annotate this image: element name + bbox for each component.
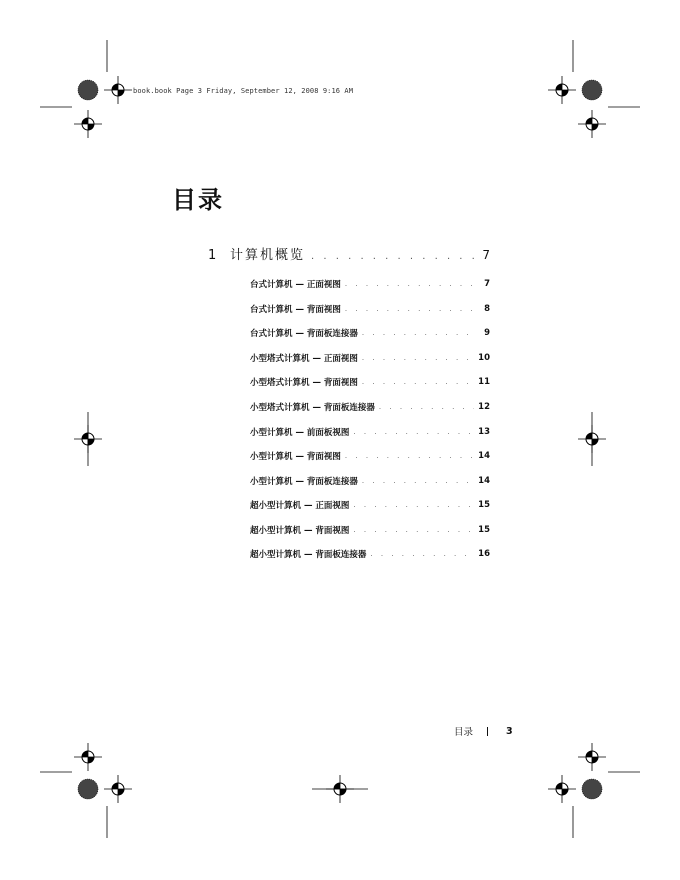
toc-chapter-entry[interactable]: [208, 244, 490, 262]
dot-leader: [370, 550, 474, 558]
toc-entry-title: 超小型计算机 — 背面视图: [250, 525, 350, 536]
toc-entry-title: 台式计算机 — 背面视图: [250, 304, 341, 315]
dot-leader: [353, 428, 474, 436]
page-title: 目录: [172, 186, 224, 214]
toc-entry[interactable]: [250, 468, 490, 493]
toc-list: [250, 272, 490, 567]
toc-entry[interactable]: [250, 517, 490, 542]
toc-entry[interactable]: [250, 542, 490, 567]
toc-entry-title: 小型塔式计算机 — 正面视图: [250, 353, 358, 364]
toc-entry[interactable]: [250, 493, 490, 518]
chapter-number: 1: [208, 248, 217, 263]
toc-entry-title: 小型计算机 — 背面视图: [250, 452, 341, 463]
toc-entry-page: 15: [478, 524, 490, 535]
toc-entry-page: 11: [478, 377, 490, 388]
toc-entry-page: 12: [478, 402, 490, 412]
dot-leader: [311, 251, 476, 262]
toc-entry-title: 台式计算机 — 正面视图: [250, 280, 341, 291]
toc-entry-title: 超小型计算机 — 背面板连接器: [250, 550, 367, 561]
toc-entry-page: 9: [484, 328, 490, 339]
toc-entry[interactable]: [250, 297, 490, 322]
chapter-title: 计算机概览: [230, 248, 306, 263]
toc-entry[interactable]: [250, 395, 490, 420]
toc-entry-page: 13: [478, 426, 490, 437]
toc-entry-title: 超小型计算机 — 正面视图: [250, 501, 350, 512]
footer-divider: [487, 727, 488, 736]
toc-entry-page: 14: [478, 451, 490, 462]
toc-entry-page: 8: [484, 303, 490, 314]
toc-entry-page: 10: [478, 352, 490, 363]
toc-entry-title: 小型塔式计算机 — 背面板连接器: [250, 403, 375, 413]
dot-leader: [362, 477, 474, 485]
page-number: 3: [506, 725, 513, 737]
toc-entry-page: 15: [478, 500, 490, 511]
dot-leader: [345, 452, 474, 460]
toc-entry[interactable]: [250, 370, 490, 395]
toc-entry-title: 台式计算机 — 背面板连接器: [250, 329, 358, 340]
toc-entry-page: 16: [478, 549, 490, 560]
toc-entry-title: 小型计算机 — 前面板视图: [250, 427, 350, 438]
toc-entry[interactable]: [250, 272, 490, 297]
dot-leader: [362, 329, 474, 337]
toc-entry-title: 小型计算机 — 背面板连接器: [250, 476, 358, 487]
print-header: book.book Page 3 Friday, September 12, 2008 9:16 AM: [133, 87, 354, 95]
footer-section-label: 目录: [454, 727, 474, 738]
toc-entry-title: 小型塔式计算机 — 背面视图: [250, 378, 358, 389]
dot-leader: [362, 354, 474, 362]
toc-entry-page: 14: [478, 475, 490, 486]
dot-leader: [345, 305, 474, 313]
page-footer: [454, 724, 513, 738]
dot-leader: [379, 403, 474, 411]
toc-entry-page: 7: [484, 279, 490, 290]
dot-leader: [353, 526, 474, 534]
dot-leader: [362, 378, 474, 386]
chapter-page: 7: [482, 248, 490, 262]
toc-entry[interactable]: [250, 444, 490, 469]
toc-entry[interactable]: [250, 346, 490, 371]
dot-leader: [353, 501, 474, 509]
toc-entry[interactable]: [250, 321, 490, 346]
dot-leader: [345, 280, 474, 288]
toc-entry[interactable]: [250, 419, 490, 444]
